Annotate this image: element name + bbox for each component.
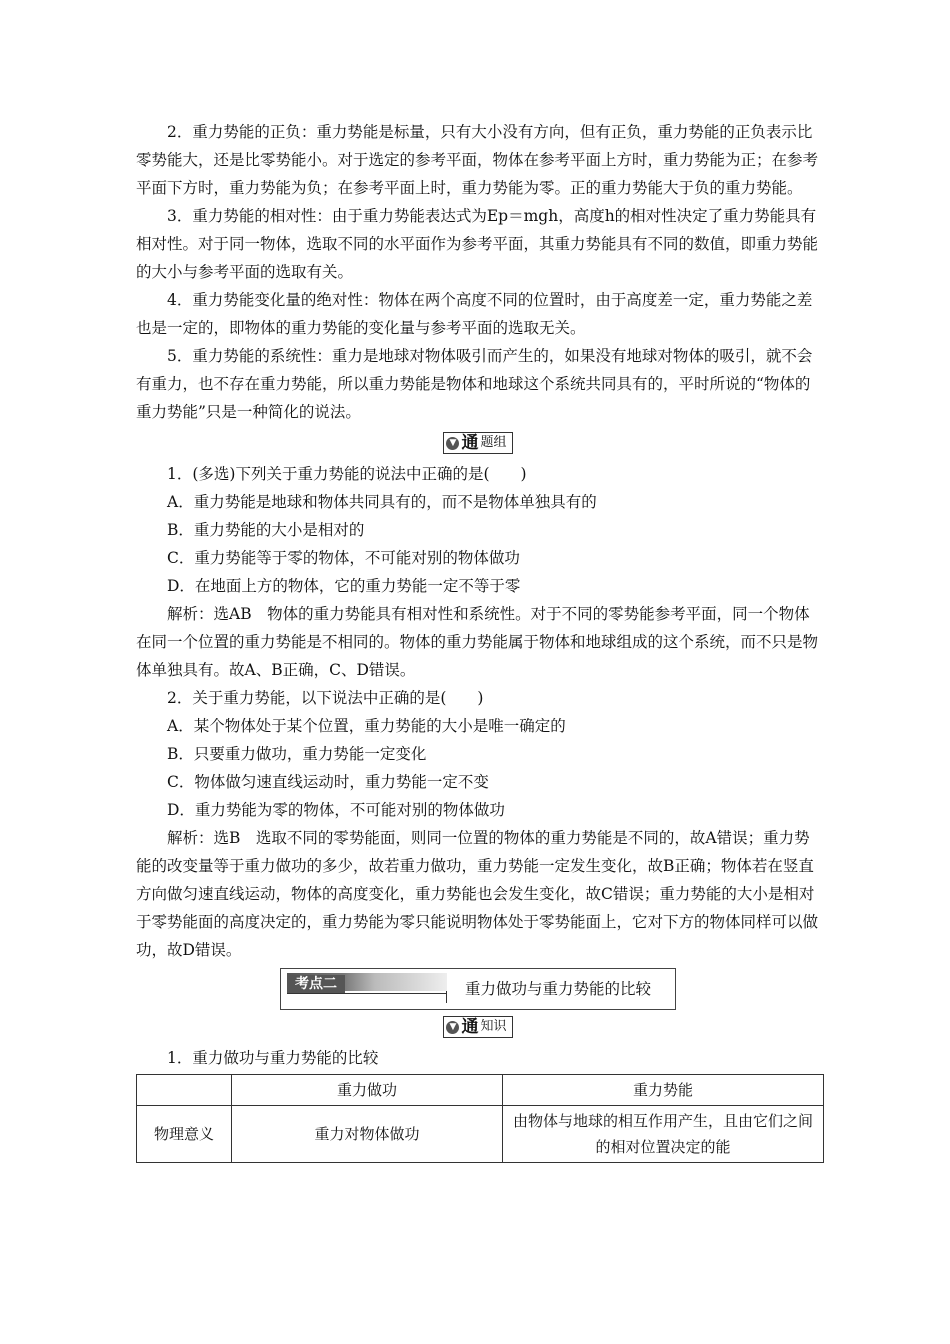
question-2-option-a: A．某个物体处于某个位置，重力势能的大小是唯一确定的 [167, 717, 566, 735]
question-2-option-d: D．重力势能为零的物体，不可能对别的物体做功 [167, 801, 505, 819]
question-1-option-b: B．重力势能的大小是相对的 [167, 521, 365, 539]
kaodian-label: 考点二 [287, 975, 345, 993]
question-2-stem: 2．关于重力势能，以下说法中正确的是( ) [167, 689, 484, 707]
question-1-option-c: C．重力势能等于零的物体，不可能对别的物体做功 [167, 549, 520, 567]
paragraph-absoluteness: 4．重力势能变化量的绝对性：物体在两个高度不同的位置时，由于高度差一定，重力势能之差也是一定的，即物体的重力势能的变化量与参考平面的选取无关。 [136, 291, 813, 337]
table-header-cell: 重力做功 [232, 1075, 503, 1106]
question-1-option-d: D．在地面上方的物体，它的重力势能一定不等于零 [167, 577, 521, 595]
table-cell: 由物体与地球的相互作用产生，且由它们之间的相对位置决定的能 [503, 1106, 824, 1163]
paragraph-relativity: 3．重力势能的相对性：由于重力势能表达式为Ep＝mgh，高度h的相对性决定了重力势能具有相对性。对于同一物体，选取不同的水平面作为参考平面，其重力势能具有不同的数值，即重力势能的大小与参考平面的选取有关。 [136, 207, 819, 281]
kaodian-title: 重力做功与重力势能的比较 [465, 980, 652, 998]
question-2-option-b: B．只要重力做功，重力势能一定变化 [167, 745, 427, 763]
table-cell: 重力对物体做功 [232, 1106, 503, 1163]
compare-heading: 1．重力做功与重力势能的比较 [167, 1049, 379, 1067]
paragraph-sign: 2．重力势能的正负：重力势能是标量，只有大小没有方向，但有正负，重力势能的正负表示比零势能大，还是比零势能小。对于选定的参考平面，物体在参考平面上方时，重力势能为正；在参考平面下方时，重力势能为负；在参考平面上时，重力势能为零。正的重力势能大于负的重力势能。 [136, 123, 819, 197]
table-header-cell [137, 1075, 232, 1106]
question-2-option-c: C．物体做匀速直线运动时，重力势能一定不变 [167, 773, 489, 791]
document-page [136, 118, 820, 1163]
question-2-analysis: 解析：选B 选取不同的零势能面，则同一位置的物体的重力势能是不同的，故A错误；重力势能的改变量等于重力做功的多少，故若重力做功，重力势能一定发生变化，故B正确；物体若在竖直方向做匀速直线运动，物体的高度变化，重力势能也会发生变化，故C错误；重力势能的大小是相对于零势能面的高度决定的，重力势能为零只能说明物体处于零势能面上，它对下方的物体同样可以做功，故D错误。 [136, 829, 819, 959]
table-header-cell: 重力势能 [503, 1075, 824, 1106]
question-1-stem: 1．(多选)下列关于重力势能的说法中正确的是( ) [167, 465, 527, 483]
section-tag-knowledge: ▼ 通 知识 [136, 1016, 820, 1040]
kaodian-header [280, 968, 676, 1010]
chevron-down-icon: ▼ [446, 437, 459, 450]
section-tag-problems: ▼ 通 题组 [136, 432, 820, 456]
question-1-option-a: A．重力势能是地球和物体共同具有的，而不是物体单独具有的 [167, 493, 597, 511]
table-row [137, 1106, 824, 1163]
paragraph-system: 5．重力势能的系统性：重力是地球对物体吸引而产生的，如果没有地球对物体的吸引，就不会有重力，也不存在重力势能，所以重力势能是物体和地球这个系统共同具有的，平时所说的“物体的重力势能”只是一种简化的说法。 [136, 347, 813, 421]
question-1-analysis: 解析：选AB 物体的重力势能具有相对性和系统性。对于不同的零势能参考平面，同一个物体在同一个位置的重力势能是不相同的。物体的重力势能属于物体和地球组成的这个系统，而不只是物体单独具有。故A、B正确，C、D错误。 [136, 605, 819, 679]
comparison-table [136, 1074, 824, 1163]
chevron-down-icon: ▼ [446, 1021, 459, 1034]
table-header-row [137, 1075, 824, 1106]
table-cell: 物理意义 [137, 1106, 232, 1163]
